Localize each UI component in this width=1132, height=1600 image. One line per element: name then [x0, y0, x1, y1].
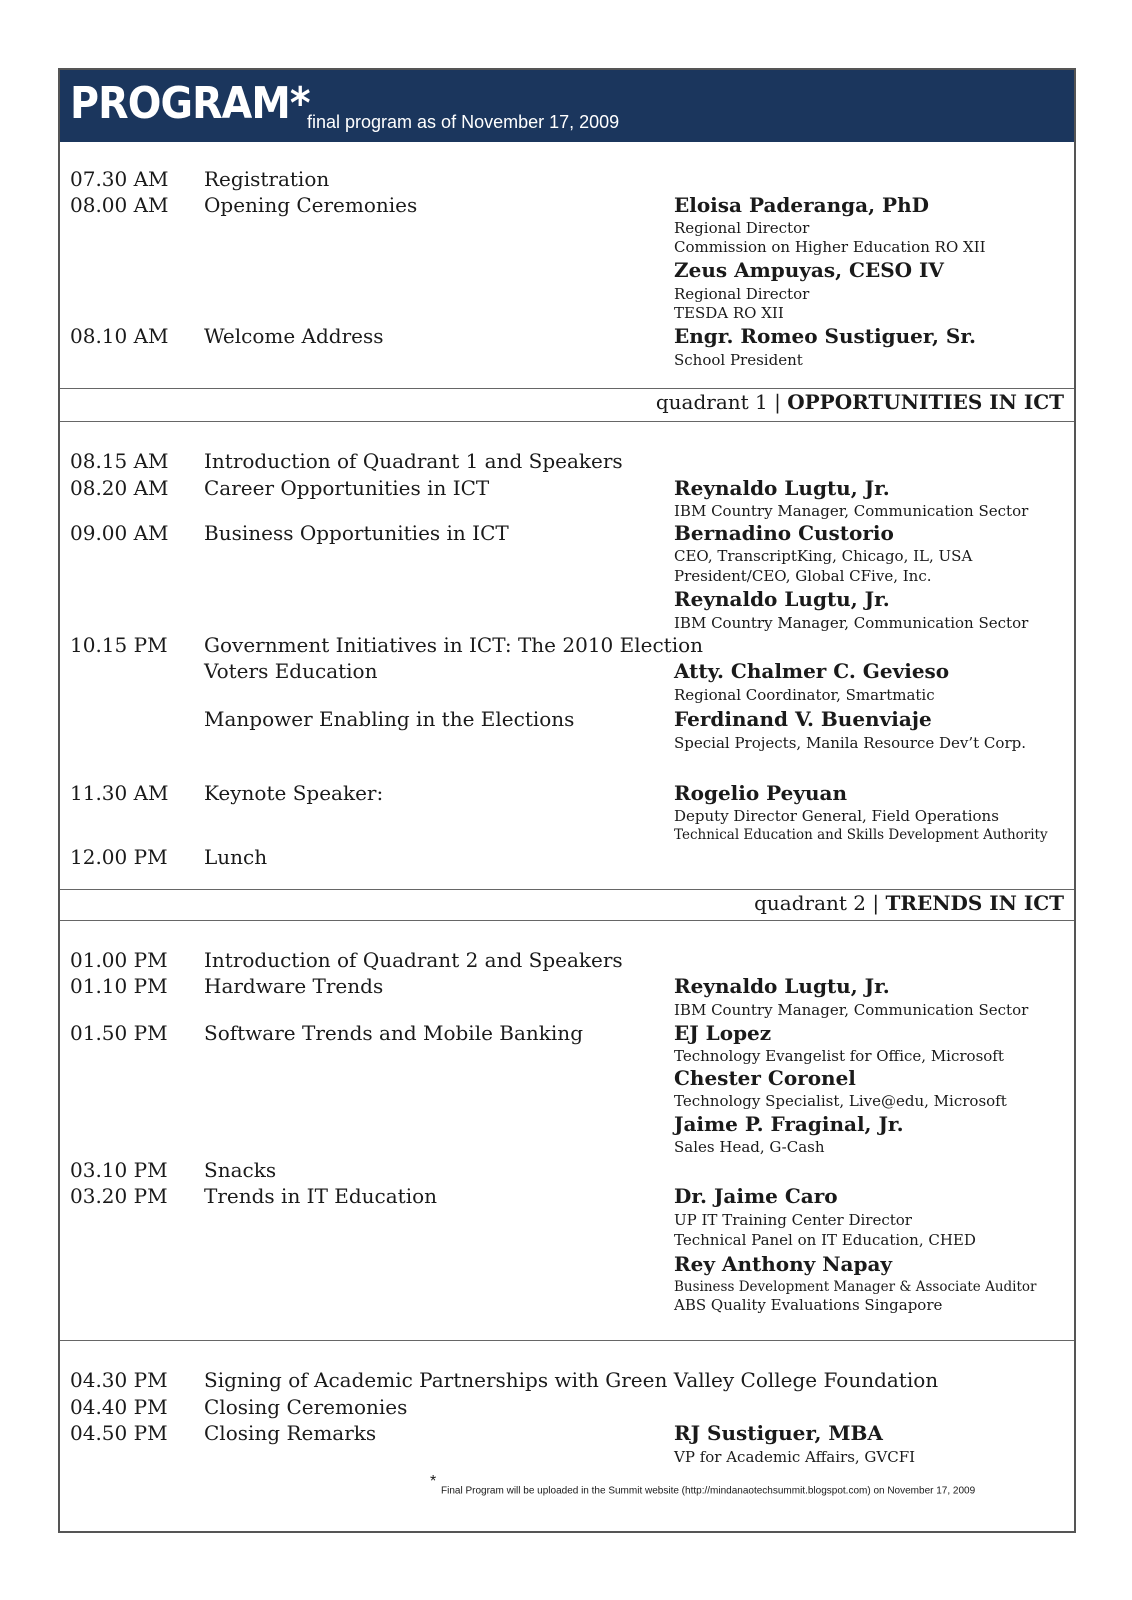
- speaker-role: Technology Specialist, Live@edu, Microsoft: [674, 1092, 1007, 1110]
- activity-label: Government Initiatives in ICT: The 2010 Election: [204, 633, 704, 657]
- time-label: 11.30 AM: [70, 781, 169, 805]
- time-label: 08.20 AM: [70, 476, 169, 500]
- time-label: 08.10 AM: [70, 324, 169, 348]
- speaker-name: Reynaldo Lugtu, Jr.: [674, 974, 890, 998]
- speaker-role: UP IT Training Center Director: [674, 1211, 912, 1229]
- speaker-name: Eloisa Paderanga, PhD: [674, 193, 929, 217]
- activity-label: Business Opportunities in ICT: [204, 521, 509, 545]
- time-label: 08.15 AM: [70, 449, 169, 473]
- activity-label: Registration: [204, 167, 330, 191]
- speaker-name: Dr. Jaime Caro: [674, 1184, 838, 1208]
- section-divider: [60, 421, 1074, 422]
- section-divider: [60, 920, 1074, 921]
- speaker-role: ABS Quality Evaluations Singapore: [674, 1296, 943, 1314]
- activity-label: Closing Remarks: [204, 1421, 377, 1445]
- speaker-name: Ferdinand V. Buenviaje: [674, 707, 932, 731]
- section-divider: [60, 1340, 1074, 1341]
- speaker-role: Sales Head, G-Cash: [674, 1138, 825, 1156]
- speaker-name: Chester Coronel: [674, 1066, 856, 1090]
- program-frame: [58, 68, 1076, 1533]
- time-label: 10.15 PM: [70, 633, 168, 657]
- activity-label: Software Trends and Mobile Banking: [204, 1021, 583, 1045]
- speaker-role: Deputy Director General, Field Operations: [674, 807, 999, 825]
- quadrant-2-heading: [754, 891, 1064, 915]
- activity-label: Voters Education: [204, 659, 378, 683]
- speaker-role: Technology Evangelist for Office, Microsoft: [674, 1047, 1004, 1065]
- speaker-name: Reynaldo Lugtu, Jr.: [674, 587, 890, 611]
- speaker-role: Regional Director: [674, 285, 810, 303]
- footnote-marker: *: [430, 1473, 437, 1490]
- activity-label: Lunch: [204, 845, 268, 869]
- activity-label: Career Opportunities in ICT: [204, 476, 490, 500]
- footnote: [430, 1473, 976, 1497]
- quadrant-title: OPPORTUNITIES IN ICT: [787, 390, 1064, 414]
- speaker-role: IBM Country Manager, Communication Sector: [674, 502, 1029, 520]
- speaker-name: Rogelio Peyuan: [674, 781, 848, 805]
- activity-label: Snacks: [204, 1158, 277, 1182]
- speaker-role: Business Development Manager & Associate Auditor: [674, 1279, 1037, 1295]
- page-title: PROGRAM*: [70, 78, 310, 129]
- activity-label: Introduction of Quadrant 2 and Speakers: [204, 948, 623, 972]
- time-label: 09.00 AM: [70, 521, 169, 545]
- activity-label: Closing Ceremonies: [204, 1395, 408, 1419]
- quadrant-label: quadrant 2 |: [754, 891, 880, 915]
- activity-label: Opening Ceremonies: [204, 193, 418, 217]
- time-label: 04.50 PM: [70, 1421, 168, 1445]
- time-label: 08.00 AM: [70, 193, 169, 217]
- activity-label: Trends in IT Education: [204, 1184, 438, 1208]
- quadrant-title: TRENDS IN ICT: [885, 891, 1064, 915]
- activity-label: Signing of Academic Partnerships with Green Valley College Foundation: [204, 1368, 939, 1392]
- speaker-role: Commission on Higher Education RO XII: [674, 238, 986, 256]
- footnote-text: Final Program will be uploaded in the Summit website (http://mindanaotechsummit.blogspot.com) on November 17, 2009: [441, 1485, 976, 1497]
- activity-label: Introduction of Quadrant 1 and Speakers: [204, 449, 623, 473]
- speaker-role: Special Projects, Manila Resource Dev’t Corp.: [674, 734, 1026, 752]
- speaker-name: Rey Anthony Napay: [674, 1252, 893, 1276]
- speaker-role: School President: [674, 351, 803, 369]
- time-label: 04.40 PM: [70, 1395, 168, 1419]
- activity-label: Manpower Enabling in the Elections: [204, 707, 575, 731]
- time-label: 03.20 PM: [70, 1184, 168, 1208]
- page-subtitle: final program as of November 17, 2009: [307, 112, 620, 132]
- speaker-role: Regional Coordinator, Smartmatic: [674, 686, 935, 704]
- speaker-role: CEO, TranscriptKing, Chicago, IL, USA: [674, 547, 973, 565]
- section-divider: [60, 388, 1074, 389]
- speaker-role: President/CEO, Global CFive, Inc.: [674, 567, 932, 585]
- speaker-role: IBM Country Manager, Communication Sector: [674, 614, 1029, 632]
- speaker-name: RJ Sustiguer, MBA: [674, 1421, 883, 1445]
- quadrant-label: quadrant 1 |: [655, 390, 781, 414]
- time-label: 01.00 PM: [70, 948, 168, 972]
- time-label: 01.10 PM: [70, 974, 168, 998]
- activity-label: Keynote Speaker:: [204, 781, 384, 805]
- speaker-name: Engr. Romeo Sustiguer, Sr.: [674, 324, 976, 348]
- section-divider: [60, 889, 1074, 890]
- speaker-role: Regional Director: [674, 219, 810, 237]
- speaker-name: Atty. Chalmer C. Gevieso: [674, 659, 950, 683]
- speaker-name: Zeus Ampuyas, CESO IV: [674, 258, 944, 282]
- quadrant-1-heading: [656, 390, 1064, 414]
- speaker-role: VP for Academic Affairs, GVCFI: [674, 1448, 916, 1466]
- time-label: 04.30 PM: [70, 1368, 168, 1392]
- time-label: 12.00 PM: [70, 845, 168, 869]
- program-header: [60, 70, 1074, 142]
- speaker-name: Bernadino Custorio: [674, 521, 894, 545]
- time-label: 07.30 AM: [70, 167, 169, 191]
- speaker-name: Reynaldo Lugtu, Jr.: [674, 476, 890, 500]
- speaker-role: TESDA RO XII: [674, 304, 784, 322]
- speaker-name: Jaime P. Fraginal, Jr.: [674, 1112, 904, 1136]
- speaker-role: Technical Education and Skills Development Authority: [674, 827, 1048, 843]
- speaker-role: Technical Panel on IT Education, CHED: [674, 1231, 976, 1249]
- time-label: 03.10 PM: [70, 1158, 168, 1182]
- activity-label: Hardware Trends: [204, 974, 384, 998]
- speaker-role: IBM Country Manager, Communication Sector: [674, 1001, 1029, 1019]
- speaker-name: EJ Lopez: [674, 1021, 772, 1045]
- time-label: 01.50 PM: [70, 1021, 168, 1045]
- activity-label: Welcome Address: [204, 324, 384, 348]
